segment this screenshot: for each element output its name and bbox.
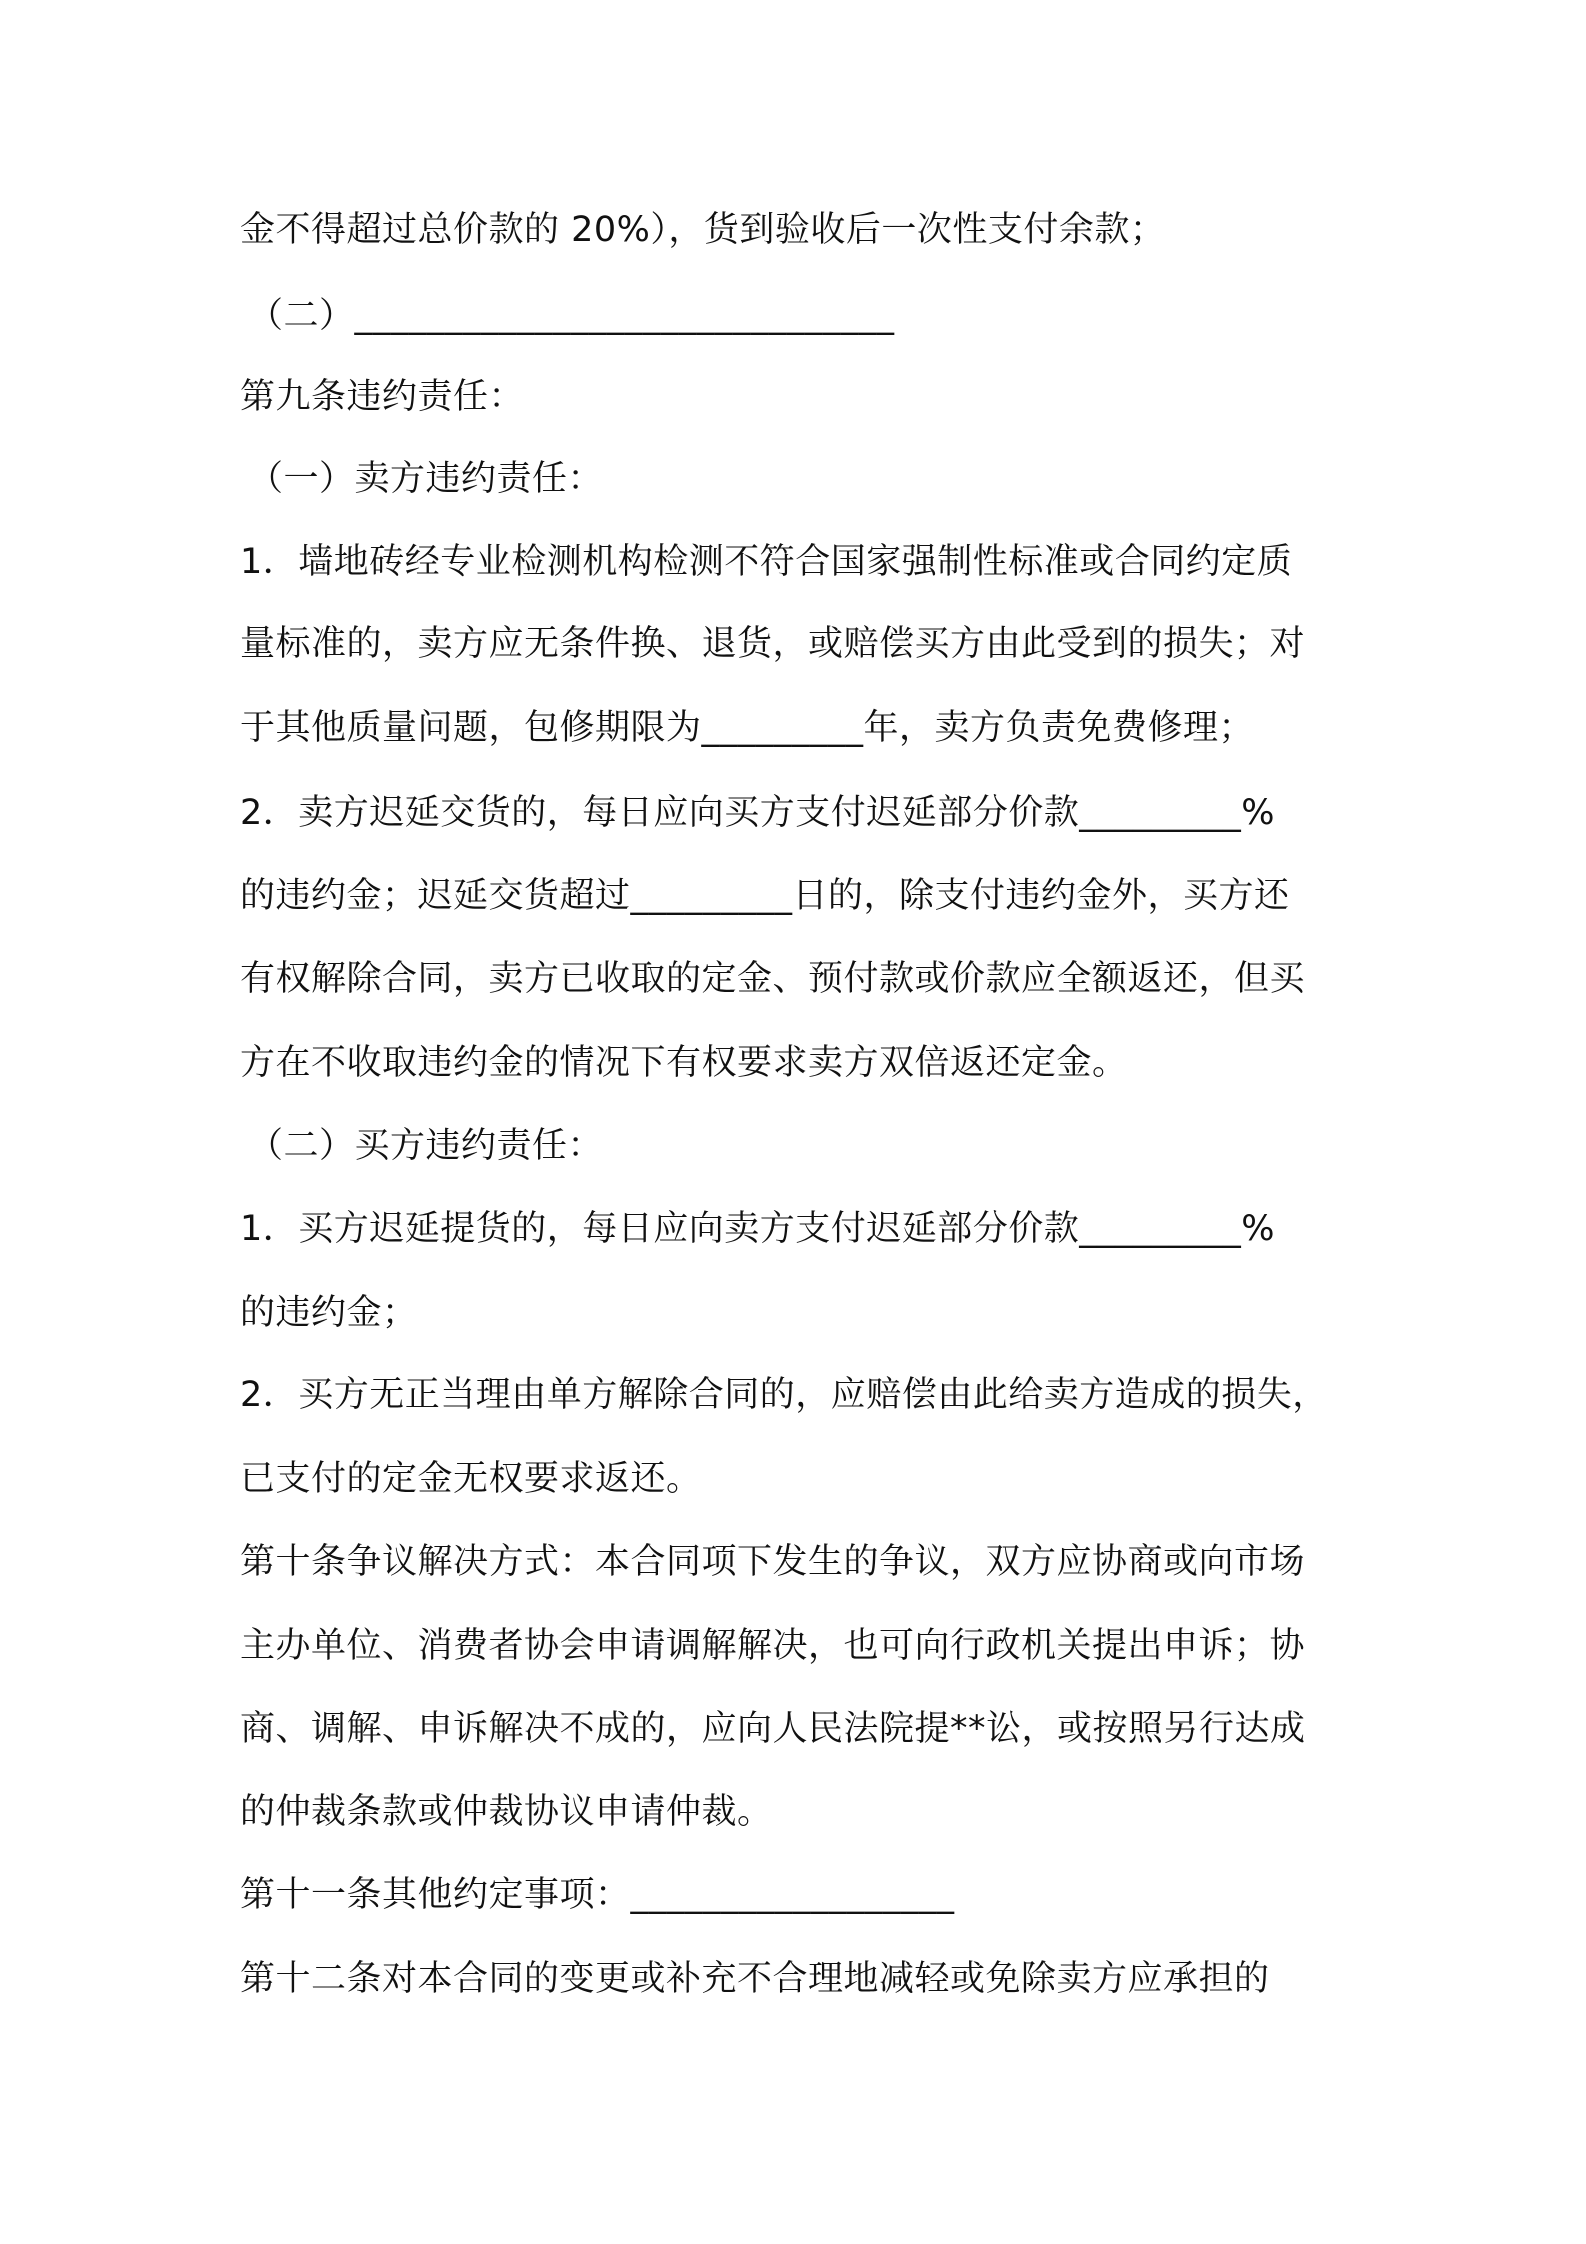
text-line-1: 金不得超过总价款的 20%），货到验收后一次性支付余款；	[240, 210, 1166, 250]
text-line-12: （二）买方违约责任：	[248, 1126, 604, 1166]
text-line-9: 的违约金；迟延交货超过_________日的，除支付违约金外，买方还	[240, 876, 1290, 916]
text-line-22: 第十二条对本合同的变更或补充不合理地减轻或免除卖方应承担的	[240, 1959, 1270, 1999]
text-line-16: 已支付的定金无权要求返还。	[240, 1459, 702, 1499]
text-line-6: 量标准的，卖方应无条件换、退货，或赔偿买方由此受到的损失；对	[240, 624, 1306, 664]
text-line-5: 1．墙地砖经专业检测机构检测不符合国家强制性标准或合同约定质	[240, 542, 1293, 582]
text-line-15: 2．买方无正当理由单方解除合同的，应赔偿由此给卖方造成的损失，	[240, 1375, 1328, 1415]
text-line-4: （一）卖方违约责任：	[248, 459, 604, 499]
text-line-2: （二）______________________________	[248, 296, 895, 336]
text-line-17: 第十条争议解决方式：本合同项下发生的争议，双方应协商或向市场	[240, 1542, 1306, 1582]
text-line-3: 第九条违约责任：	[240, 377, 525, 417]
text-line-7: 于其他质量问题，包修期限为_________年，卖方负责免费修理；	[240, 708, 1255, 748]
text-line-11: 方在不收取违约金的情况下有权要求卖方双倍返还定金。	[240, 1043, 1128, 1083]
text-line-21: 第十一条其他约定事项：__________________	[240, 1875, 955, 1915]
text-line-19: 商、调解、申诉解决不成的，应向人民法院提**讼，或按照另行达成	[240, 1709, 1306, 1749]
text-line-14: 的违约金；	[240, 1293, 418, 1333]
text-line-13: 1．买方迟延提货的，每日应向卖方支付迟延部分价款_________%	[240, 1209, 1276, 1249]
text-line-20: 的仲裁条款或仲裁协议申请仲裁。	[240, 1792, 773, 1832]
text-line-18: 主办单位、消费者协会申请调解解决，也可向行政机关提出申诉；协	[240, 1626, 1306, 1666]
text-line-10: 有权解除合同，卖方已收取的定金、预付款或价款应全额返还，但买	[240, 959, 1306, 999]
text-line-8: 2．卖方迟延交货的，每日应向买方支付迟延部分价款_________%	[240, 793, 1276, 833]
